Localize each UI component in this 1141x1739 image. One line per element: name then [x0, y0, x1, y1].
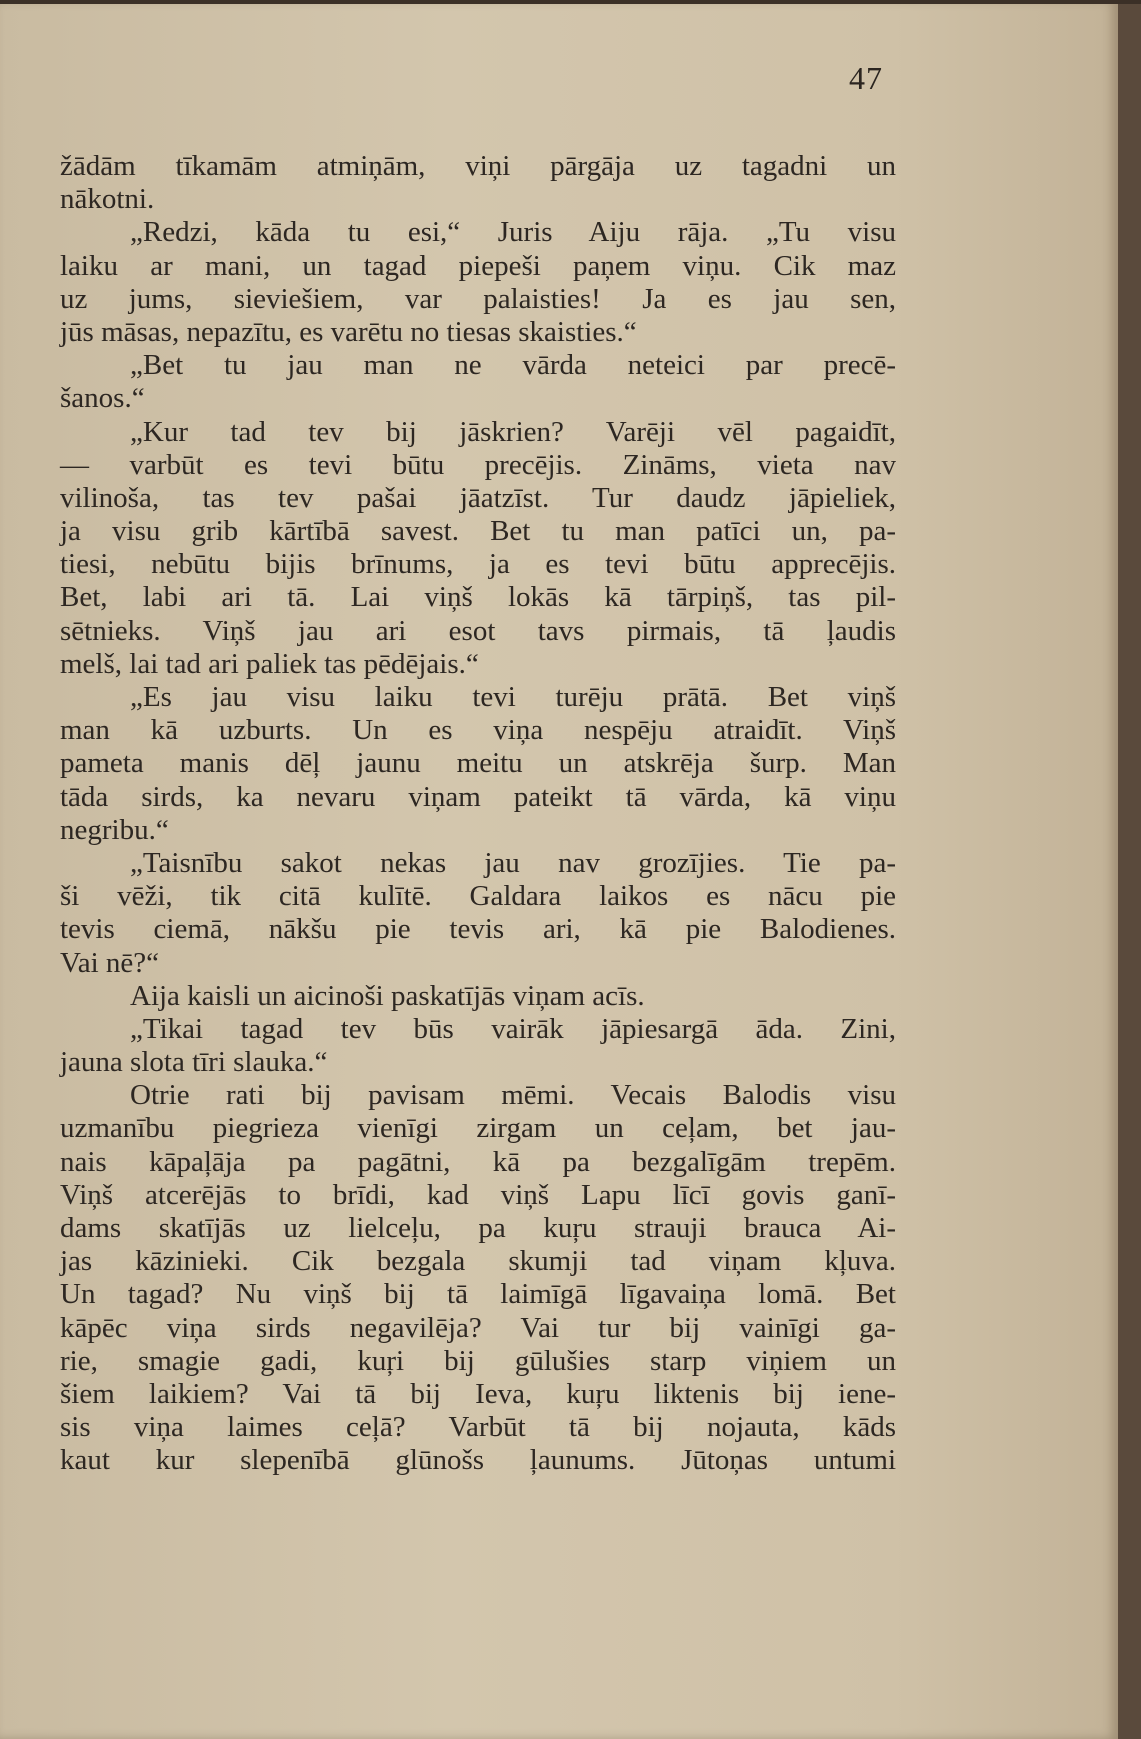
text-line: Viņš atcerējās to brīdi, kad viņš Lapu līcī govis ganī- [60, 1178, 896, 1211]
text-line: „Kur tad tev bij jāskrien? Varēji vēl pagaidīt, [130, 415, 896, 448]
text-line: „Tikai tagad tev būs vairāk jāpiesargā āda. Zini, [130, 1012, 896, 1045]
text-line: uzmanību piegrieza vienīgi zirgam un ceļam, bet jau- [60, 1112, 896, 1145]
page-number: 47 [849, 60, 883, 96]
text-line: žādām tīkamām atmiņām, viņi pārgāja uz tagadni un [60, 150, 896, 182]
page-top-edge [0, 0, 1141, 4]
text-line: Otrie rati bij pavisam mēmi. Vecais Balodis visu [130, 1079, 896, 1112]
text-line: jūs māsas, nepazītu, es varētu no tiesas skaisties.“ [60, 315, 637, 348]
text-line: nākotni. [60, 183, 155, 216]
text-line: šiem laikiem? Vai tā bij Ieva, kuŗu liktenis bij iene- [60, 1377, 896, 1410]
text-line: „Taisnību sakot nekas jau nav grozījies. Tie pa- [130, 846, 896, 879]
text-line: „Es jau visu laiku tevi turēju prātā. Bet viņš [130, 681, 896, 713]
text-line: kāpēc viņa sirds negavilēja? Vai tur bij vainīgi ga- [60, 1311, 896, 1344]
text-line: uz jums, sieviešiem, var palaisties! Ja es jau sen, [60, 282, 896, 315]
text-line: jauna slota tīri slauka.“ [60, 1046, 328, 1079]
text-line: tāda sirds, ka nevaru viņam pateikt tā vārda, kā viņu [60, 780, 896, 813]
body-text [60, 150, 896, 1478]
text-line: nais kāpaļāja pa pagātni, kā pa bezgalīgām trepēm. [60, 1145, 896, 1178]
text-line: laiku ar mani, un tagad piepeši paņem viņu. Cik maz [60, 249, 896, 282]
text-line: tevis ciemā, nākšu pie tevis ari, kā pie Balodienes. [60, 913, 896, 946]
text-line: sētnieks. Viņš jau ari esot tavs pirmais, tā ļaudis [60, 614, 896, 647]
text-line: Bet, labi ari tā. Lai viņš lokās kā tārpiņš, tas pil- [60, 581, 896, 614]
text-line: Un tagad? Nu viņš bij tā laimīgā līgavaiņa lomā. Bet [60, 1278, 896, 1311]
text-line: dams skatījās uz lielceļu, pa kuŗu strauji brauca Ai- [60, 1212, 896, 1244]
text-line: jas kāzinieki. Cik bezgala skumji tad viņam kļuva. [60, 1245, 896, 1278]
text-line: ši vēži, tik citā kulītē. Galdara laikos es nācu pie [60, 880, 896, 913]
text-line: kaut kur slepenībā glūnošs ļaunums. Jūtoņas untumi [60, 1444, 896, 1477]
text-line: pameta manis dēļ jaunu meitu un atskrēja šurp. Man [60, 747, 896, 780]
text-line: ja visu grib kārtībā savest. Bet tu man patīci un, pa- [60, 515, 896, 548]
text-line: negribu.“ [60, 813, 169, 846]
text-line: „Redzi, kāda tu esi,“ Juris Aiju rāja. „Tu visu [130, 216, 896, 249]
text-line: tiesi, nebūtu bijis brīnums, ja es tevi būtu apprecējis. [60, 548, 896, 581]
text-line: Vai nē?“ [60, 946, 160, 979]
text-line: melš, lai tad ari paliek tas pēdējais.“ [60, 647, 479, 680]
text-line: šanos.“ [60, 382, 145, 415]
text-line: rie, smagie gadi, kuŗi bij gūlušies starp viņiem un [60, 1344, 896, 1377]
text-line: — varbūt es tevi būtu precējis. Zināms, vieta nav [60, 448, 896, 481]
text-line: man kā uzburts. Un es viņa nespēju atraidīt. Viņš [60, 714, 896, 747]
text-line: „Bet tu jau man ne vārda neteici par precē- [130, 349, 896, 382]
text-line: Aija kaisli un aicinoši paskatījās viņam acīs. [130, 979, 645, 1012]
text-line: sis viņa laimes ceļā? Varbūt tā bij nojauta, kāds [60, 1411, 896, 1444]
text-line: vilinoša, tas tev pašai jāatzīst. Tur daudz jāpieliek, [60, 481, 896, 514]
